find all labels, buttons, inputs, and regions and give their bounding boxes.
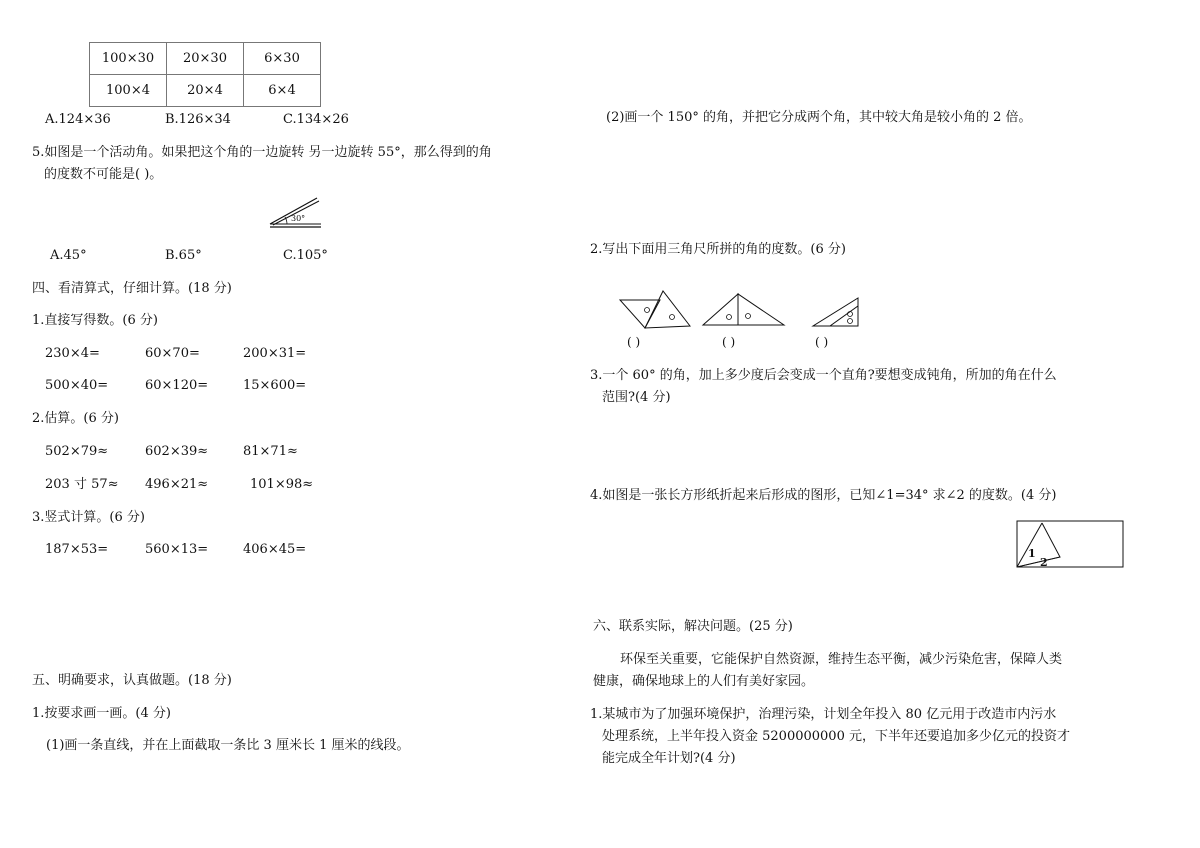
q2-title: 2.写出下面用三角尺所拼的角的度数。(6 分) — [590, 242, 846, 257]
q5-text-line1: 5.如图是一个活动角。如果把这个角的一边旋转 另一边旋转 55°，那么得到的角 — [32, 145, 492, 160]
calc-item: 200×31= — [243, 346, 307, 361]
s5-q1-part1: (1)画一条直线，并在上面截取一条比 3 厘米长 1 厘米的线段。 — [46, 738, 410, 753]
s4-q1-title: 1.直接写得数。(6 分) — [32, 313, 158, 328]
calc-item: 60×120= — [145, 378, 209, 393]
answer-blank[interactable]: ( ) — [627, 335, 641, 349]
estimate-item: 203 寸 57≈ — [45, 477, 119, 492]
q4-option-b: B.126×34 — [165, 112, 231, 127]
angle-1-label: 1 — [1028, 547, 1036, 560]
q5-option-a: A.45° — [50, 248, 87, 263]
intro-line2: 健康，确保地球上的人们有美好家园。 — [593, 674, 815, 689]
s5-q1-title: 1.按要求画一画。(4 分) — [32, 706, 171, 721]
section-6-title: 六、联系实际，解决问题。(25 分) — [593, 619, 793, 634]
multiplication-table — [89, 42, 321, 107]
q3-text-line2: 范围?(4 分) — [602, 390, 671, 405]
estimate-item: 81×71≈ — [243, 444, 298, 459]
p1-line2: 处理系统，上半年投入资金 5200000000 元，下半年还要追加多少亿元的投资才 — [602, 729, 1070, 744]
intro-line1: 环保至关重要，它能保护自然资源，维持生态平衡，减少污染危害，保障人类 — [620, 652, 1063, 667]
calc-item: 230×4= — [45, 346, 100, 361]
table-cell: 20×4 — [167, 75, 244, 107]
table-cell: 20×30 — [167, 43, 244, 75]
set-square-figure-3 — [810, 294, 866, 334]
table-cell: 100×30 — [90, 43, 167, 75]
table-row — [90, 43, 321, 75]
estimate-item: 496×21≈ — [145, 477, 209, 492]
table-cell: 100×4 — [90, 75, 167, 107]
q4-option-c: C.134×26 — [283, 112, 349, 127]
p1-line1: 1.某城市为了加强环境保护，治理污染，计划全年投入 80 亿元用于改造市内污水 — [590, 707, 1057, 722]
angle-label: 30° — [291, 214, 306, 223]
calc-item: 60×70= — [145, 346, 200, 361]
s4-q3-title: 3.竖式计算。(6 分) — [32, 510, 145, 525]
answer-blank[interactable]: ( ) — [722, 335, 736, 349]
q5-option-b: B.65° — [165, 248, 202, 263]
section-5-title: 五、明确要求，认真做题。(18 分) — [32, 673, 232, 688]
answer-blank[interactable]: ( ) — [815, 335, 829, 349]
section-4-title: 四、看清算式，仔细计算。(18 分) — [32, 281, 232, 296]
table-row — [90, 75, 321, 107]
folded-paper-figure — [1014, 519, 1126, 571]
vertical-calc-item: 187×53= — [45, 542, 109, 557]
set-square-figure-2 — [700, 290, 790, 336]
table-cell: 6×30 — [244, 43, 321, 75]
q5-option-c: C.105° — [283, 248, 328, 263]
vertical-calc-item: 406×45= — [243, 542, 307, 557]
q4-option-a: A.124×36 — [45, 112, 111, 127]
s4-q2-title: 2.估算。(6 分) — [32, 411, 119, 426]
q4-text: 4.如图是一张长方形纸折起来后形成的图形，已知∠1=34° 求∠2 的度数。(4 分) — [590, 488, 1057, 503]
q5-text-line2: 的度数不可能是( )。 — [44, 167, 163, 182]
estimate-item: 502×79≈ — [45, 444, 109, 459]
s5-q1-part2: (2)画一个 150° 的角，并把它分成两个角，其中较大角是较小角的 2 倍。 — [606, 110, 1032, 125]
calc-item: 500×40= — [45, 378, 109, 393]
table-cell: 6×4 — [244, 75, 321, 107]
set-square-figure-1 — [615, 290, 695, 336]
q3-text-line1: 3.一个 60° 的角，加上多少度后会变成一个直角?要想变成钝角，所加的角在什么 — [590, 368, 1057, 383]
active-angle-figure — [265, 195, 325, 231]
calc-item: 15×600= — [243, 378, 307, 393]
estimate-item: 101×98≈ — [250, 477, 314, 492]
p1-line3: 能完成全年计划?(4 分) — [602, 751, 736, 766]
angle-2-label: 2 — [1040, 556, 1048, 569]
estimate-item: 602×39≈ — [145, 444, 209, 459]
vertical-calc-item: 560×13= — [145, 542, 209, 557]
